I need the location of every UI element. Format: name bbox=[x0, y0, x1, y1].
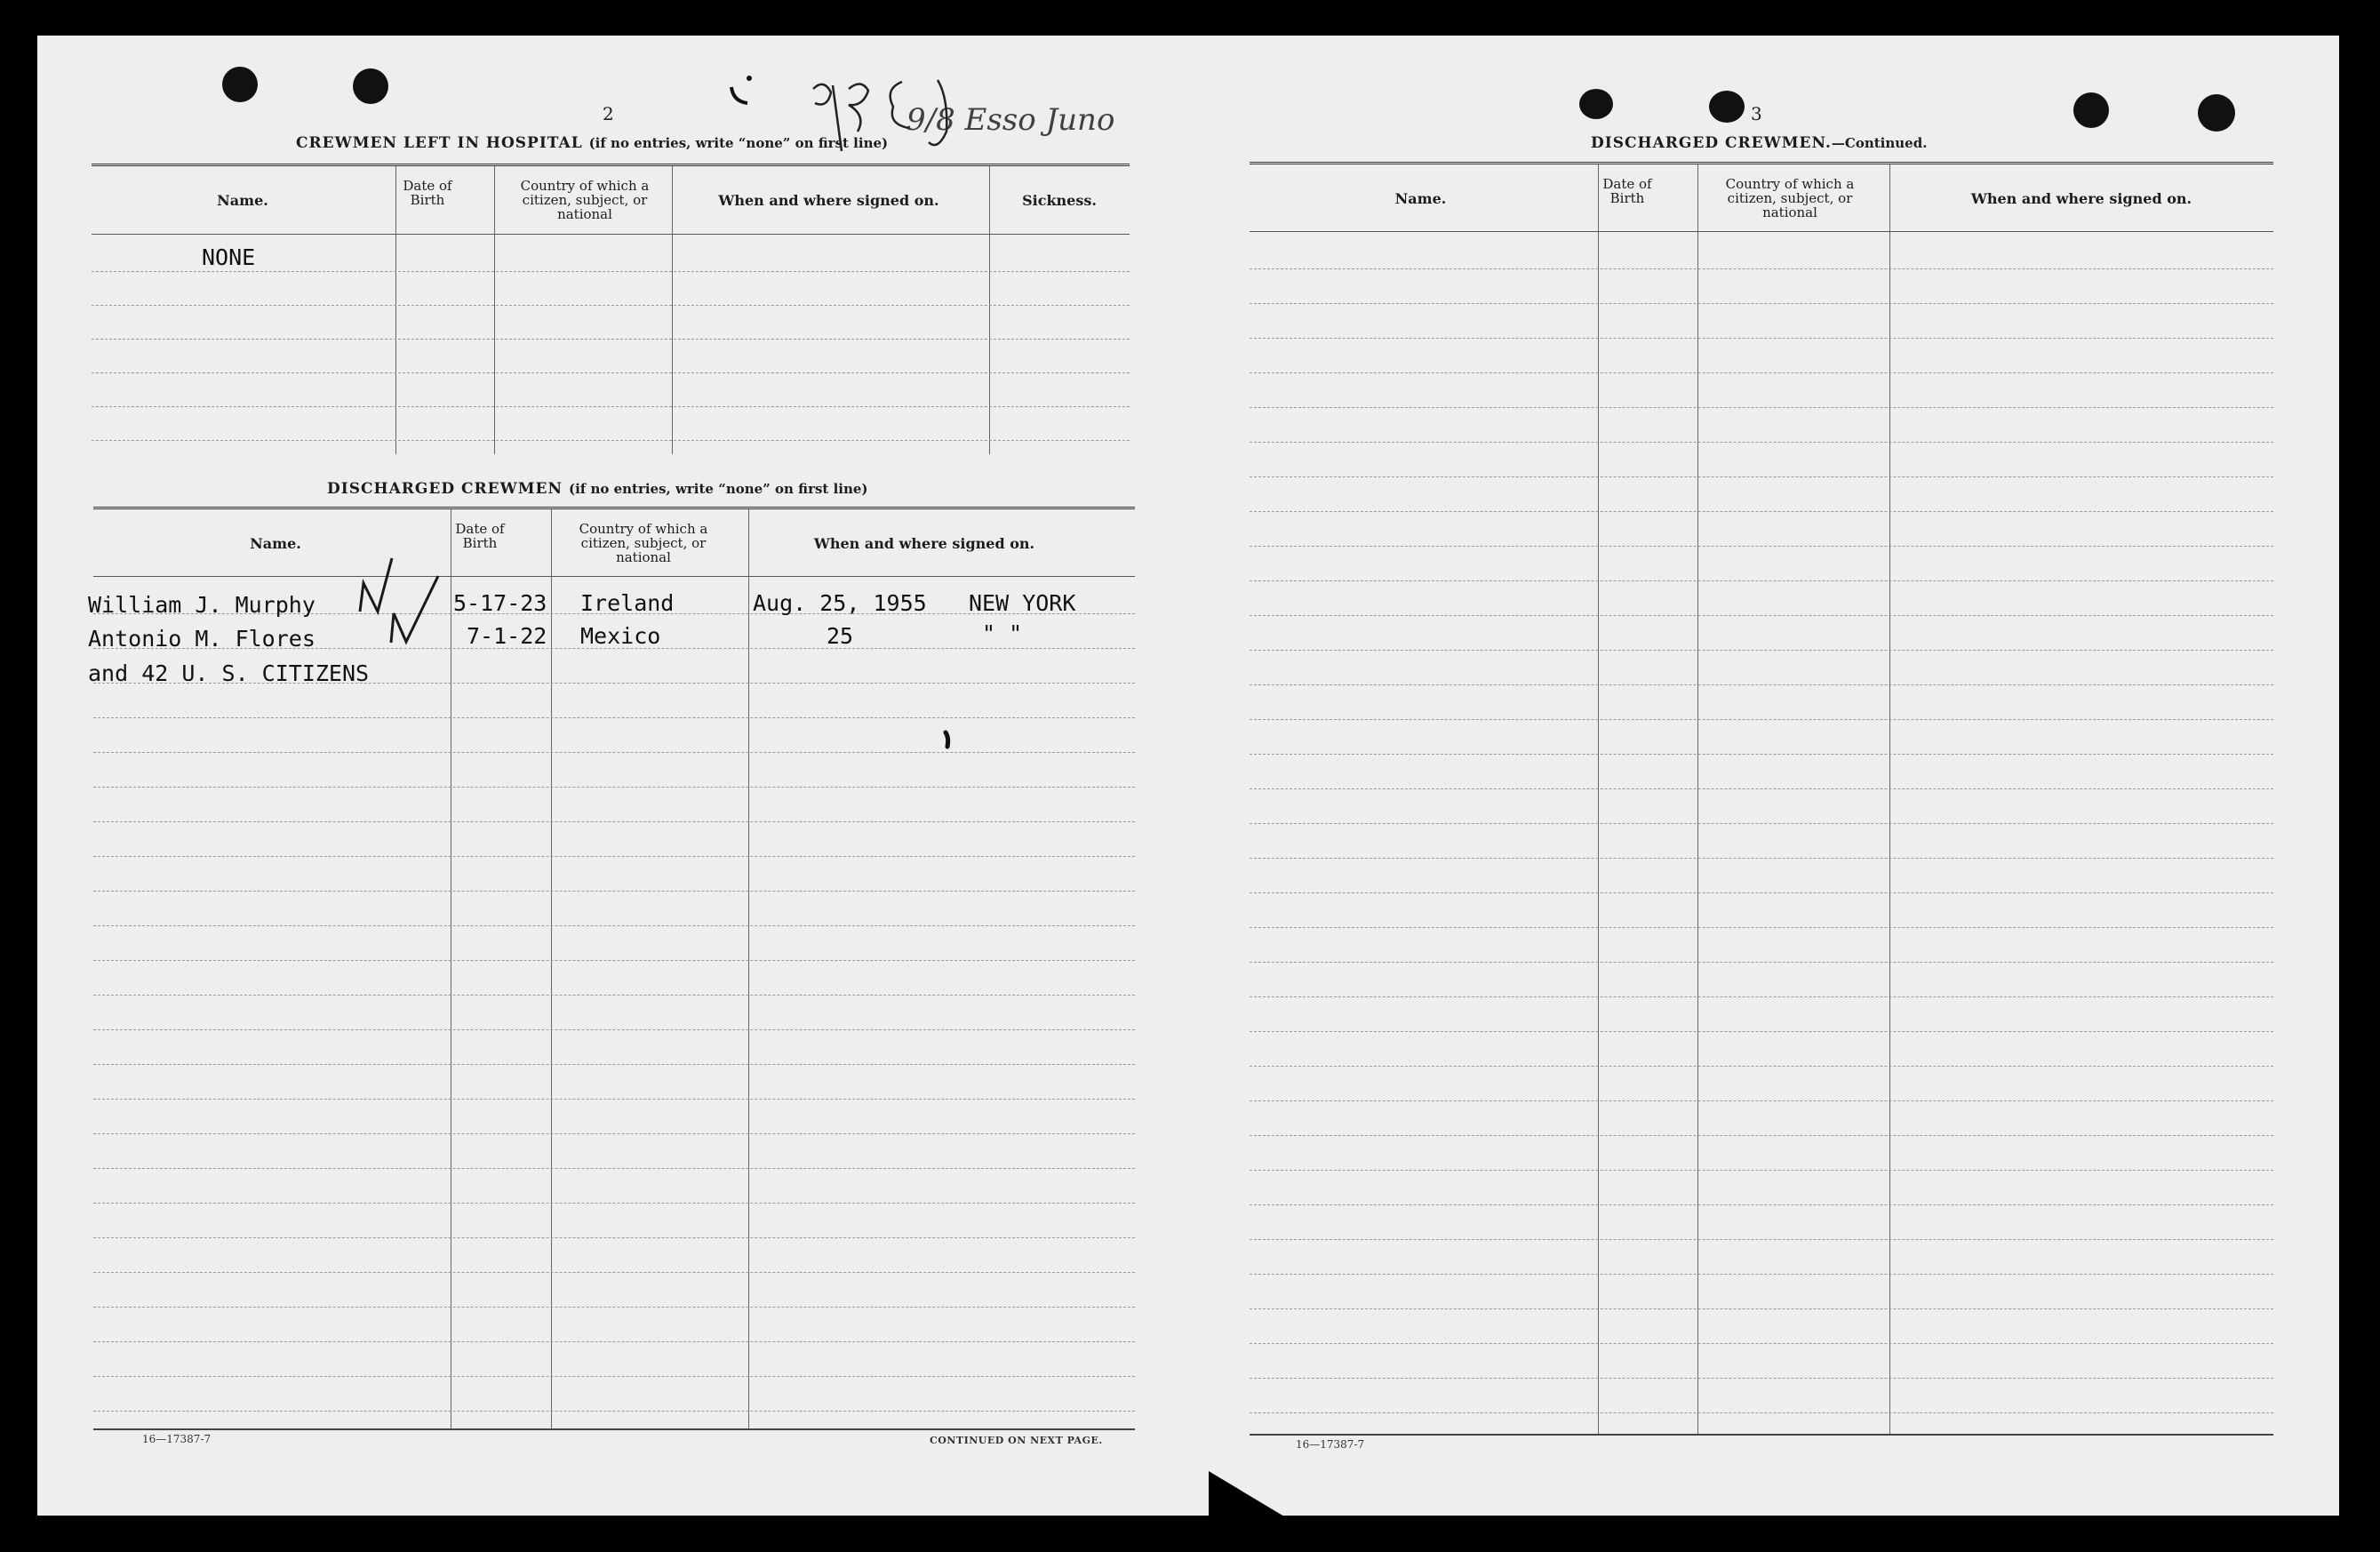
row-line bbox=[93, 1133, 1135, 1134]
row-line bbox=[93, 925, 1135, 926]
row-line bbox=[93, 752, 1135, 753]
row-line bbox=[93, 1029, 1135, 1030]
column-divider bbox=[1889, 164, 1890, 1436]
row-line bbox=[93, 821, 1135, 822]
col-dob-header: Date of Birth bbox=[403, 178, 452, 208]
col-signed-header: When and where signed on. bbox=[813, 535, 1035, 552]
row-line bbox=[93, 1307, 1135, 1308]
row1-country: Ireland bbox=[580, 590, 675, 616]
column-divider bbox=[395, 166, 396, 454]
table-bottom-line bbox=[93, 1428, 1135, 1430]
row-line bbox=[1250, 858, 2273, 859]
row-line bbox=[1250, 1100, 2273, 1101]
col-name-header: Name. bbox=[217, 192, 268, 209]
column-divider bbox=[989, 166, 990, 454]
row2-signed-date: 25 bbox=[827, 623, 854, 649]
row-line bbox=[1250, 511, 2273, 512]
row-line bbox=[1250, 788, 2273, 789]
table-bottom-line bbox=[1250, 1434, 2273, 1436]
row-line bbox=[92, 305, 1130, 306]
row-line bbox=[92, 406, 1130, 407]
row-line bbox=[93, 1376, 1135, 1377]
col-sickness-header: Sickness. bbox=[1022, 192, 1097, 209]
column-divider bbox=[494, 166, 495, 454]
col-country-header: Country of which a citizen, subject, or national bbox=[1725, 176, 1855, 220]
discharged-title: DISCHARGED CREWMEN bbox=[327, 480, 563, 498]
row-line bbox=[1250, 1308, 2273, 1309]
right-discharged-table bbox=[1250, 162, 2273, 1436]
row-line bbox=[1250, 476, 2273, 477]
row-line bbox=[93, 1411, 1135, 1412]
col-signed-header: When and where signed on. bbox=[1970, 190, 2192, 207]
pen-mark-icon bbox=[942, 729, 956, 750]
row2-dob: 7-1-22 bbox=[467, 623, 547, 649]
col-name-header: Name. bbox=[250, 535, 301, 552]
right-page-number: 3 bbox=[1751, 103, 1762, 124]
row1-name: William J. Murphy bbox=[88, 592, 315, 618]
row2-country: Mexico bbox=[580, 623, 661, 649]
row-line bbox=[1250, 684, 2273, 685]
handwritten-note-text: 9/8 Esso Juno bbox=[906, 102, 1115, 138]
row-line bbox=[1250, 1412, 2273, 1413]
row-line bbox=[93, 1272, 1135, 1273]
row1-dob: 5-17-23 bbox=[453, 590, 547, 616]
left-page-number: 2 bbox=[603, 103, 614, 124]
row-line bbox=[1250, 1378, 2273, 1379]
row-line bbox=[1250, 1066, 2273, 1067]
row-line bbox=[1250, 927, 2273, 928]
row-line bbox=[1250, 615, 2273, 616]
row-line bbox=[1250, 546, 2273, 547]
row-line bbox=[92, 440, 1130, 441]
continued-note: CONTINUED ON NEXT PAGE. bbox=[930, 1435, 1103, 1446]
row-line bbox=[93, 960, 1135, 961]
punch-hole bbox=[2073, 92, 2109, 128]
row-line bbox=[1250, 1135, 2273, 1136]
column-divider bbox=[672, 166, 673, 454]
hospital-section-title bbox=[296, 134, 888, 152]
row-line bbox=[92, 339, 1130, 340]
col-dob-header: Date of Birth bbox=[455, 521, 505, 551]
row-line bbox=[1250, 372, 2273, 373]
col-dob-header: Date of Birth bbox=[1602, 176, 1652, 206]
row-line bbox=[1250, 962, 2273, 963]
right-title-suffix: —Continued. bbox=[1831, 135, 1928, 151]
row3-name: and 42 U. S. CITIZENS bbox=[88, 660, 370, 686]
punch-hole bbox=[353, 68, 388, 104]
ink-mark-icon bbox=[724, 71, 760, 108]
row-line bbox=[93, 1203, 1135, 1204]
row-line bbox=[1250, 407, 2273, 408]
row-line bbox=[93, 995, 1135, 996]
checkmark-icon bbox=[351, 549, 449, 647]
row-line bbox=[1250, 996, 2273, 997]
row-line bbox=[92, 372, 1130, 373]
right-title: DISCHARGED CREWMEN. bbox=[1591, 134, 1832, 152]
punch-hole bbox=[2198, 94, 2235, 132]
row-line bbox=[1250, 1343, 2273, 1344]
row-line bbox=[1250, 442, 2273, 443]
row-line bbox=[1250, 1239, 2273, 1240]
discharged-section-title bbox=[327, 480, 868, 498]
column-divider bbox=[1697, 164, 1698, 1436]
row-line bbox=[93, 856, 1135, 857]
hospital-title: CREWMEN LEFT IN HOSPITAL bbox=[296, 134, 583, 152]
hospital-table bbox=[92, 164, 1130, 454]
col-name-header: Name. bbox=[1394, 190, 1447, 207]
row-line bbox=[1250, 268, 2273, 269]
row-line bbox=[92, 271, 1130, 272]
col-signed-header: When and where signed on. bbox=[718, 192, 939, 209]
row1-signed-place: NEW YORK bbox=[969, 590, 1076, 616]
discharged-table-header bbox=[93, 509, 1135, 577]
row-line bbox=[1250, 303, 2273, 304]
row-line bbox=[93, 1064, 1135, 1065]
right-form-number: 16—17387-7 bbox=[1296, 1438, 1365, 1451]
row1-signed-date: Aug. 25, 1955 bbox=[753, 590, 927, 616]
column-divider bbox=[1598, 164, 1599, 1436]
row-line bbox=[93, 717, 1135, 718]
right-table-header bbox=[1250, 164, 2273, 232]
row-line bbox=[1250, 1170, 2273, 1171]
punch-hole bbox=[1709, 91, 1745, 123]
row-line bbox=[1250, 338, 2273, 339]
row-line bbox=[93, 1341, 1135, 1342]
row-line bbox=[1250, 823, 2273, 824]
row-line bbox=[1250, 580, 2273, 581]
row-line bbox=[1250, 1204, 2273, 1205]
row2-signed-place: " " bbox=[982, 620, 1023, 646]
col-country-header: Country of which a citizen, subject, or national bbox=[520, 178, 650, 222]
row-line bbox=[93, 1099, 1135, 1100]
discharged-table bbox=[88, 507, 1135, 1430]
row-line bbox=[93, 1237, 1135, 1238]
row2-name: Antonio M. Flores bbox=[88, 626, 315, 652]
col-country-header: Country of which a citizen, subject, or national bbox=[579, 521, 708, 565]
discharged-note: (if no entries, write “none” on first line) bbox=[568, 481, 868, 497]
row-line bbox=[1250, 1031, 2273, 1032]
row-line bbox=[1250, 650, 2273, 651]
row-line bbox=[93, 787, 1135, 788]
right-section-title bbox=[1591, 134, 1927, 152]
row-line bbox=[1250, 754, 2273, 755]
row-line bbox=[93, 1168, 1135, 1169]
hospital-table-header bbox=[92, 166, 1130, 235]
row-line bbox=[1250, 719, 2273, 720]
row-line bbox=[1250, 892, 2273, 893]
row-line bbox=[1250, 1274, 2273, 1275]
row-line bbox=[93, 891, 1135, 892]
hospital-none-entry: NONE bbox=[202, 244, 256, 270]
punch-hole bbox=[1579, 89, 1613, 119]
hospital-note: (if no entries, write “none” on first line) bbox=[588, 135, 889, 151]
punch-hole bbox=[222, 67, 258, 102]
left-form-number: 16—17387-7 bbox=[142, 1433, 212, 1445]
